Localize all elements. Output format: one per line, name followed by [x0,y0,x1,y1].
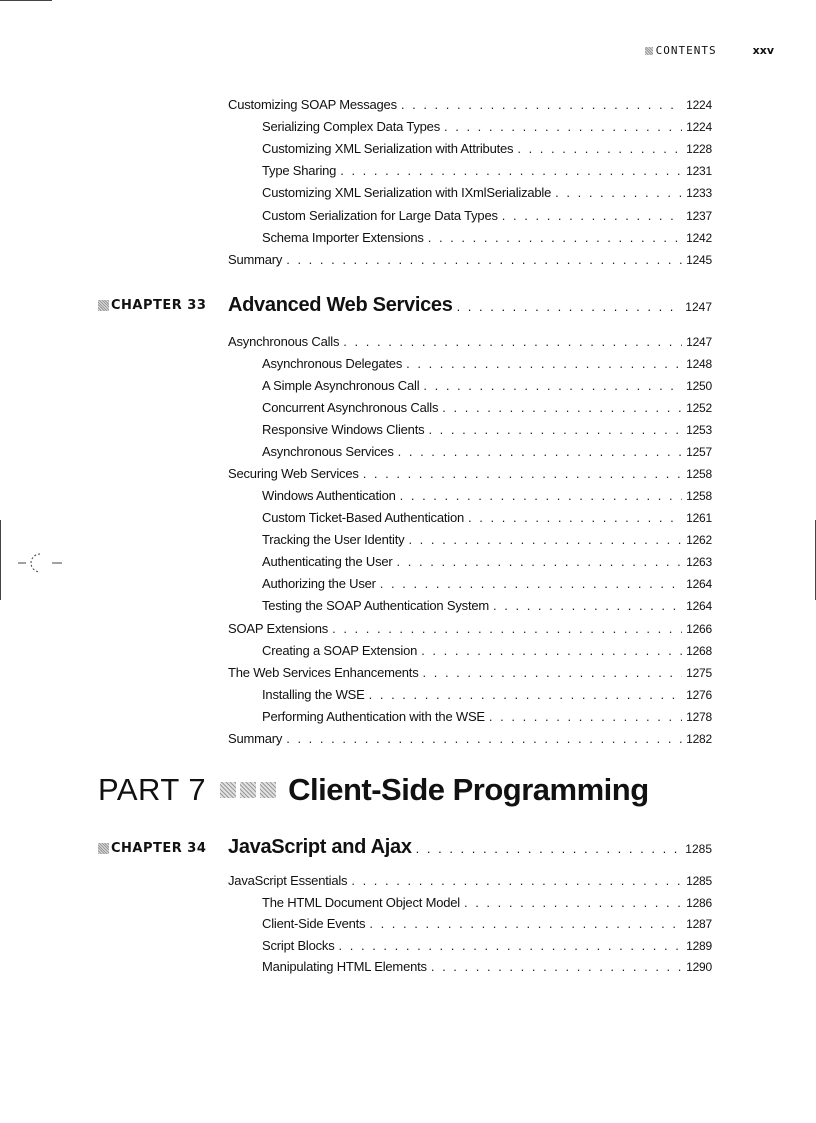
toc-entry-title: Windows Authentication [262,488,396,504]
toc-entry-title: Testing the SOAP Authentication System [262,598,490,614]
chapter-34-label-text: CHAPTER 34 [111,841,207,856]
toc-entry-page: 1233 [686,186,712,201]
part-label: PART 7 [98,772,207,807]
header-bullet-icon [645,47,653,55]
toc-entry[interactable] [262,422,712,437]
toc-entry-title: The HTML Document Object Model [262,894,460,910]
toc-entry-page: 1258 [686,489,712,504]
toc-entry[interactable] [262,554,712,569]
toc-entry[interactable] [262,444,712,459]
toc-entry-title: Authenticating the User [262,554,393,570]
chapter-33-label-text: CHAPTER 33 [111,298,207,313]
toc-entry[interactable] [262,185,712,200]
part-title: Client-Side Programming [288,772,649,807]
toc-entry[interactable] [262,356,712,371]
leader-dots [517,141,682,156]
toc-entry-page: 1245 [686,252,712,267]
toc-entry-title: Summary [228,251,283,267]
toc-entry[interactable] [262,510,712,525]
chapter-33-label [98,298,206,313]
toc-entry-page: 1248 [686,357,712,372]
leader-dots [442,400,682,415]
toc-entry-title: Custom Serialization for Large Data Types [262,207,498,223]
toc-entry-title: The Web Services Enhancements [228,664,419,680]
toc-entry-title: Performing Authentication with the WSE [262,708,485,724]
toc-entry-page: 1237 [686,208,712,223]
toc-entry-page: 1290 [686,960,712,975]
toc-entry-page: 1264 [686,599,712,614]
toc-entry[interactable] [228,466,712,481]
toc-entry-title: Asynchronous Delegates [262,356,403,372]
toc-entry-page: 1285 [686,874,712,888]
toc-entry-page: 1247 [686,335,712,349]
leader-dots [340,163,682,178]
toc-entry[interactable] [228,97,712,112]
toc-entry-title: Creating a SOAP Extension [262,642,418,658]
running-header [645,44,774,57]
leader-dots [428,422,682,437]
leader-dots [343,334,682,349]
toc-entry-page: 1242 [686,230,712,245]
chapter-33-title: Advanced Web Services [228,294,453,316]
toc-entry-page: 1252 [686,401,712,416]
toc-entry-page: 1224 [686,120,712,135]
leader-dots [555,185,682,200]
toc-entry-page: 1287 [686,917,712,932]
leader-dots [380,576,682,591]
leader-dots [408,532,682,547]
leader-dots [398,444,682,459]
toc-entry[interactable] [262,938,712,953]
toc-entry[interactable] [228,665,712,680]
toc-entry[interactable] [262,895,712,910]
chapter-33-heading[interactable] [228,294,712,317]
toc-entry-title: Customizing SOAP Messages [228,97,397,112]
toc-entry-page: 1231 [686,164,712,179]
toc-entry-title: Responsive Windows Clients [262,422,425,438]
toc-entry-page: 1282 [686,731,712,746]
leader-dots [416,841,682,856]
toc-entry-page: 1276 [686,687,712,702]
toc-entry-title: A Simple Asynchronous Call [262,378,420,394]
toc-entry-page: 1278 [686,709,712,724]
toc-entry[interactable] [228,334,712,349]
toc-entry-page: 1289 [686,938,712,953]
toc-entry[interactable] [262,400,712,415]
chapter-bullet-icon [98,300,109,311]
header-section-title: CONTENTS [655,44,717,57]
toc-entry[interactable] [262,119,712,134]
toc-entry-title: Securing Web Services [228,466,359,482]
leader-dots [493,598,682,613]
toc-entry-title: Script Blocks [262,937,335,953]
leader-dots [401,97,682,112]
leader-dots [339,938,683,953]
leader-dots [428,230,682,245]
leader-dots [286,731,682,746]
leader-dots [423,378,682,393]
toc-entry-title: Schema Importer Extensions [262,229,424,245]
chapter-33-page: 1247 [685,300,712,314]
toc-entry-title: Customizing XML Serialization with IXmlSerializable [262,185,552,201]
toc-entry-title: Serializing Complex Data Types [262,119,441,135]
chapter-34-title: JavaScript and Ajax [228,836,412,858]
leader-dots [397,554,683,569]
part-7-heading [98,772,649,808]
leader-dots [400,488,682,503]
toc-entry-title: Client-Side Events [262,916,366,932]
leader-dots [332,621,682,636]
toc-entry[interactable] [262,378,712,393]
toc-entry-page: 1263 [686,555,712,570]
toc-entry[interactable] [228,252,712,267]
leader-dots [464,895,682,910]
leader-dots [431,959,682,974]
chapter-bullet-icon [98,843,109,854]
toc-entry-title: JavaScript Essentials [228,873,348,888]
part-ornament-icon [220,782,280,798]
leader-dots [351,873,682,888]
chapter-34-label [98,841,206,856]
toc-entry-title: Type Sharing [262,163,337,179]
toc-entry[interactable] [262,687,712,702]
registration-mark-icon [18,548,62,578]
leader-dots [489,709,682,724]
toc-entry[interactable] [262,598,712,613]
toc-entry-page: 1264 [686,577,712,592]
toc-entry[interactable] [262,959,712,974]
toc-entry-title: Customizing XML Serialization with Attributes [262,141,514,157]
leader-dots [369,916,682,931]
crop-mark-left [0,520,1,600]
toc-entry-page: 1275 [686,665,712,680]
toc-entry-page: 1257 [686,445,712,460]
leader-dots [406,356,682,371]
leader-dots [444,119,682,134]
toc-entry-title: SOAP Extensions [228,620,329,636]
toc-entry-page: 1250 [686,379,712,394]
toc-entry[interactable] [262,916,712,931]
toc-entry-page: 1224 [686,98,712,112]
header-page-number: xxv [752,44,774,57]
toc-entry[interactable] [262,643,712,658]
toc-entry-title: Custom Ticket-Based Authentication [262,510,465,526]
toc-entry-page: 1262 [686,533,712,548]
toc-entry-page: 1253 [686,423,712,438]
toc-entry[interactable] [262,576,712,591]
leader-dots [423,665,683,680]
toc-entry-title: Authorizing the User [262,576,376,592]
leader-dots [502,208,682,223]
toc-entry[interactable] [262,163,712,178]
toc-entry-page: 1286 [686,895,712,910]
toc-entry-page: 1258 [686,467,712,482]
toc-entry[interactable] [228,873,712,888]
leader-dots [369,687,682,702]
chapter-34-page: 1285 [685,842,712,856]
toc-entry-page: 1266 [686,621,712,636]
toc-entry-title: Tracking the User Identity [262,532,405,548]
toc-entry-title: Concurrent Asynchronous Calls [262,400,439,416]
chapter-34-heading[interactable] [228,836,712,859]
toc-entry[interactable] [228,731,712,746]
leader-dots [421,643,682,658]
toc-entry[interactable] [262,141,712,156]
leader-dots [286,252,682,267]
toc-entry-title: Installing the WSE [262,686,365,702]
toc-entry-title: Summary [228,730,283,746]
toc-entry[interactable] [262,532,712,547]
toc-entry[interactable] [228,621,712,636]
toc-entry-page: 1228 [686,142,712,157]
toc-entry[interactable] [262,709,712,724]
leader-dots [457,299,682,314]
crop-mark-top-left [0,0,52,1]
toc-entry-title: Asynchronous Services [262,444,394,460]
leader-dots [468,510,682,525]
toc-entry-title: Asynchronous Calls [228,334,340,349]
toc-entry[interactable] [262,488,712,503]
leader-dots [363,466,682,481]
toc-entry[interactable] [262,230,712,245]
toc-entry-title: Manipulating HTML Elements [262,959,427,975]
toc-entry[interactable] [262,208,712,223]
toc-entry-page: 1261 [686,511,712,526]
toc-entry-page: 1268 [686,643,712,658]
